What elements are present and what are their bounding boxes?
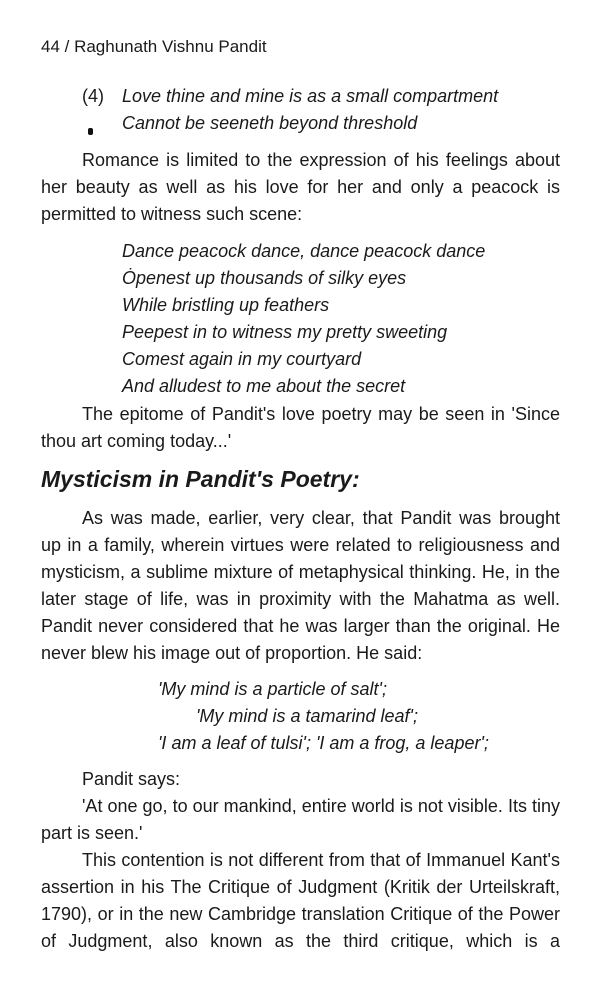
paragraph-line: 1790), or in the new Cambridge translation Critique of the Power <box>41 904 560 924</box>
poem-line: Comest again in my courtyard <box>122 349 362 369</box>
paragraph-line: 'At one go, to our mankind, entire world is not visible. Its tiny <box>82 796 560 816</box>
quote-number: (4) <box>82 86 104 106</box>
paragraph-line: As was made, earlier, very clear, that Pandit was brought <box>82 508 560 528</box>
quote-line: 'I am a leaf of tulsi'; 'I am a frog, a leaper'; <box>158 733 489 753</box>
paragraph-line: Pandit never considered that he was larger than the original. He <box>41 616 560 636</box>
paragraph-line: thou art coming today...' <box>41 431 232 451</box>
poem-line: Peepest in to witness my pretty sweeting <box>122 322 448 342</box>
paragraph-line: of Judgment, also known as the third critique, which is a <box>41 931 560 951</box>
paragraph-line: assertion in his The Critique of Judgment (Kritik der Urteilskraft, <box>41 877 560 897</box>
paragraph-line: up in a family, wherein virtues were related to religiousness and <box>41 535 560 555</box>
section-heading: Mysticism in Pandit's Poetry: <box>41 466 360 492</box>
poem-line: Dance peacock dance, dance peacock dance <box>122 241 486 261</box>
ink-mark <box>88 128 93 135</box>
poem-line: Ȯpenest up thousands of silky eyes <box>122 268 407 288</box>
paragraph-line: her beauty as well as his love for her and only a peacock is <box>41 177 560 197</box>
paragraph-line: Romance is limited to the expression of his feelings about <box>82 150 560 170</box>
quote-line: Cannot be seeneth beyond threshold <box>122 113 418 133</box>
paragraph-line: later stage of life, was in proximity with the Mahatma as well. <box>41 589 560 609</box>
paragraph-line: permitted to witness such scene: <box>41 204 303 224</box>
paragraph-line: part is seen.' <box>41 823 143 843</box>
paragraph-line: mysticism, a sublime mixture of metaphysical thinking. He, in the <box>41 562 560 582</box>
quote-line: Love thine and mine is as a small compartment <box>122 86 499 106</box>
poem-line: And alludest to me about the secret <box>122 376 406 396</box>
running-head: 44 / Raghunath Vishnu Pandit <box>41 37 267 56</box>
paragraph-line: never blew his image out of proportion. He said: <box>41 643 423 663</box>
poem-line: While bristling up feathers <box>122 295 330 315</box>
paragraph-line: This contention is not different from that of Immanuel Kant's <box>82 850 560 870</box>
quote-line: 'My mind is a particle of salt'; <box>158 679 387 699</box>
quote-line: 'My mind is a tamarind leaf'; <box>196 706 418 726</box>
paragraph-line: The epitome of Pandit's love poetry may be seen in 'Since <box>82 404 560 424</box>
paragraph-line: Pandit says: <box>82 769 181 789</box>
